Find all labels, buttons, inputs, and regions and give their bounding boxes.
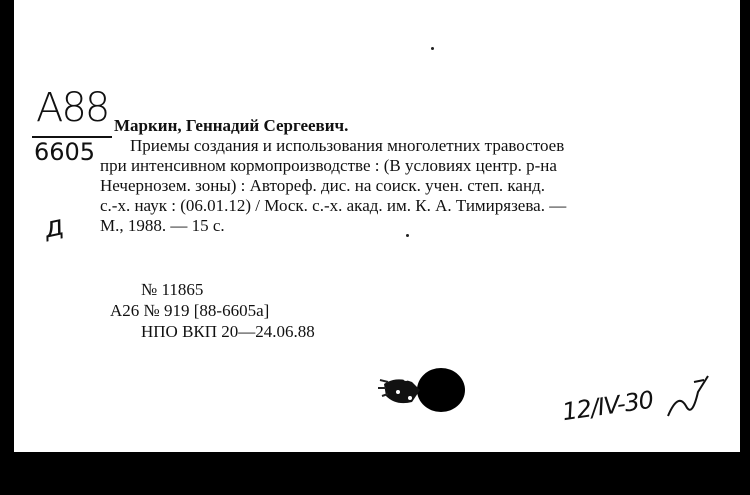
shelfmark-bottom: 6605 [34,138,96,166]
bibliographic-record [100,116,700,236]
registration-code: А26 № 919 [88-6605а] [110,301,270,320]
record-line: при интенсивном кормопроизводстве : (В условиях центр. р-на [100,156,557,175]
record-line: Нечернозем. зоны) : Автореф. дис. на соиск. учен. степ. канд. [100,176,545,195]
record-line: Приемы создания и использования многолетних травостоев [130,136,565,155]
registration-source: НПО ВКП 20—24.06.88 [141,322,315,341]
catalog-card [14,0,740,452]
accession-number: № 11865 [141,280,204,299]
side-mark: д [40,208,67,245]
author-heading: Маркин, Геннадий Сергеевич. [114,116,349,135]
shelfmark-top: А88 [36,85,109,131]
library-stamp-icon [376,362,476,422]
signature-flourish-icon [664,372,714,422]
record-line: с.-х. наук : (06.01.12) / Моск. с.-х. акад. им. К. А. Тимирязева. — [100,196,567,215]
scan-edge [0,0,14,495]
speck [431,47,434,50]
handwritten-signature: 12/IV-30 [560,385,655,427]
record-line: М., 1988. — 15 с. [100,216,225,235]
